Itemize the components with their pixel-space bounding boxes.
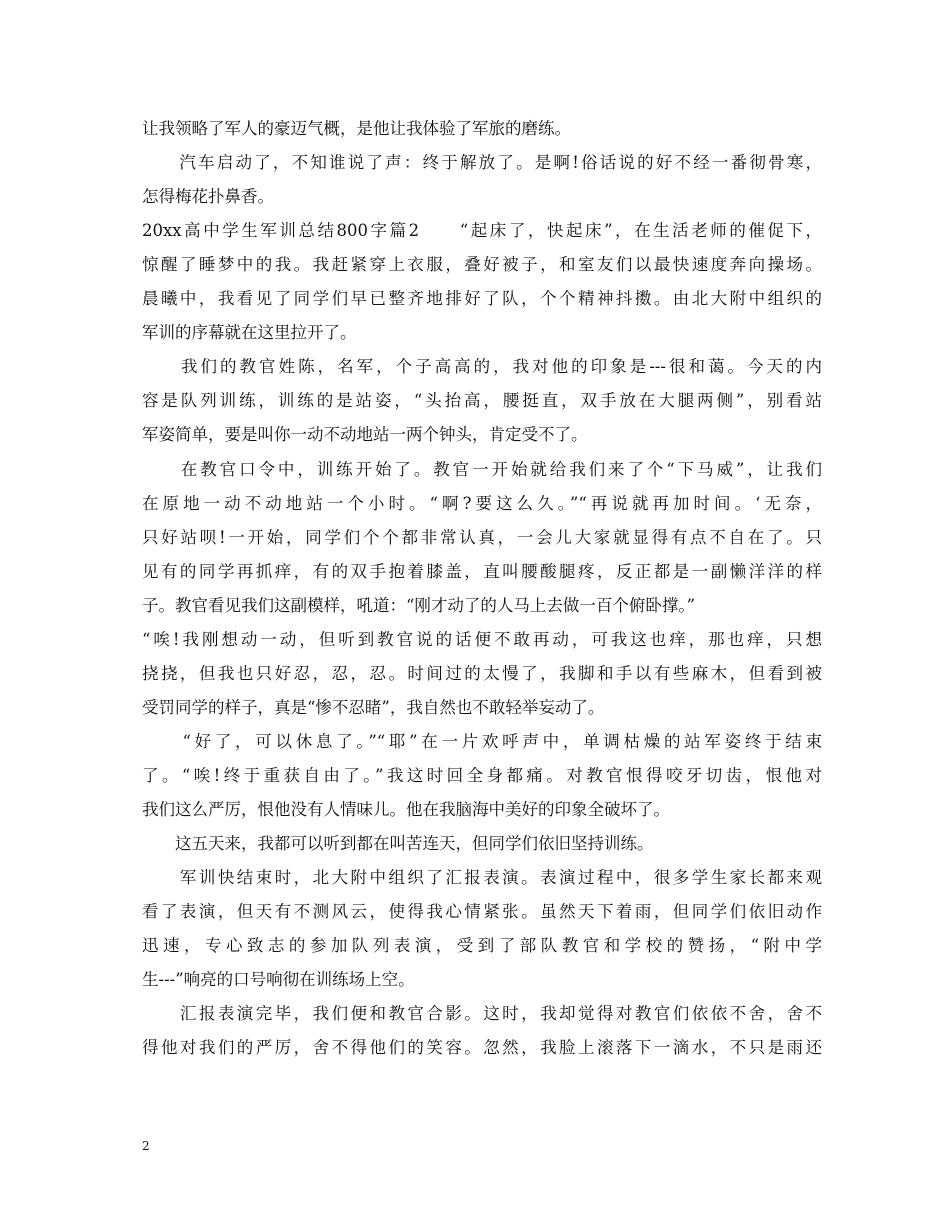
page-number: 2	[142, 1139, 150, 1153]
text-line: 汽车启动了，不知谁说了声：终于解放了。是啊!俗话说的好不经一番彻骨寒，	[142, 153, 822, 172]
text-line: 这五天来，我都可以听到都在叫苦连天，但同学们依旧坚持训练。	[142, 834, 654, 853]
text-line: 惊醒了睡梦中的我。我赶紧穿上衣服，叠好被子，和室友们以最快速度奔向操场。	[142, 255, 822, 274]
text-line: 子。教官看见我们这副模样，吼道：“刚才动了的人马上去做一百个俯卧撑。”	[142, 596, 696, 615]
text-line: 军训快结束时，北大附中组织了汇报表演。表演过程中，很多学生家长都来观	[142, 868, 822, 887]
text-line: 容是队列训练，训练的是站姿，“头抬高，腰挺直，双手放在大腿两侧”，别看站	[142, 391, 822, 410]
text-line: 得他对我们的严厉，舍不得他们的笑容。忽然，我脸上滚落下一滴水，不只是雨还	[142, 1038, 822, 1057]
text-line: 生---”响亮的口号响彻在训练场上空。	[142, 970, 415, 989]
text-line: 受罚同学的样子，真是“惨不忍睹”，我自然也不敢轻举妄动了。	[142, 698, 605, 717]
text-line: 军姿简单，要是叫你一动不动地站一两个钟头，肯定受不了。	[142, 425, 588, 444]
text-line: 汇报表演完毕，我们便和教官合影。这时，我却觉得对教官们依依不舍，舍不	[142, 1004, 822, 1023]
text-line: “好了，可以休息了。”“耶”在一片欢呼声中，单调枯燥的站军姿终于结束	[142, 732, 822, 751]
text-line: “唉!我刚想动一动，但听到教官说的话便不敢再动，可我这也痒，那也痒，只想	[142, 630, 822, 649]
text-line: 了。“唉!终于重获自由了。”我这时回全身都痛。对教官恨得咬牙切齿，恨他对	[142, 766, 822, 785]
text-line: 20xx高中学生军训总结800字篇2 “起床了，快起床”，在生活老师的催促下，	[142, 221, 822, 240]
text-line: 挠挠，但我也只好忍，忍，忍。时间过的太慢了，我脚和手以有些麻木，但看到被	[142, 664, 822, 683]
text-line: 我们这么严厉，恨他没有人情味儿。他在我脑海中美好的印象全破坏了。	[142, 800, 670, 819]
text-line: 在原地一动不动地站一个小时。“啊?要这么久。”“再说就再加时间。‘无奈，	[142, 494, 822, 513]
text-line: 在教官口令中，训练开始了。教官一开始就给我们来了个“下马威”，让我们	[142, 460, 822, 479]
text-line: 见有的同学再抓痒，有的双手抱着膝盖，直叫腰酸腿疼，反正都是一副懒洋洋的样	[142, 562, 822, 581]
text-line: 晨曦中，我看见了同学们早已整齐地排好了队，个个精神抖擞。由北大附中组织的	[142, 289, 822, 308]
text-line: 只好站呗!一开始，同学们个个都非常认真，一会儿大家就显得有点不自在了。只	[142, 528, 822, 547]
text-line: 让我领略了军人的豪迈气概，是他让我体验了军旅的磨练。	[142, 119, 571, 138]
text-line: 我们的教官姓陈，名军，个子高高的，我对他的印象是---很和蔼。今天的内	[142, 357, 822, 376]
text-line: 看了表演，但天有不测风云，使得我心情紧张。虽然天下着雨，但同学们依旧动作	[142, 902, 822, 921]
text-line: 军训的序幕就在这里拉开了。	[142, 323, 357, 342]
text-line: 怎得梅花扑鼻香。	[142, 187, 274, 206]
text-line: 迅速，专心致志的参加队列表演，受到了部队教官和学校的赞扬，“附中学	[142, 936, 822, 955]
